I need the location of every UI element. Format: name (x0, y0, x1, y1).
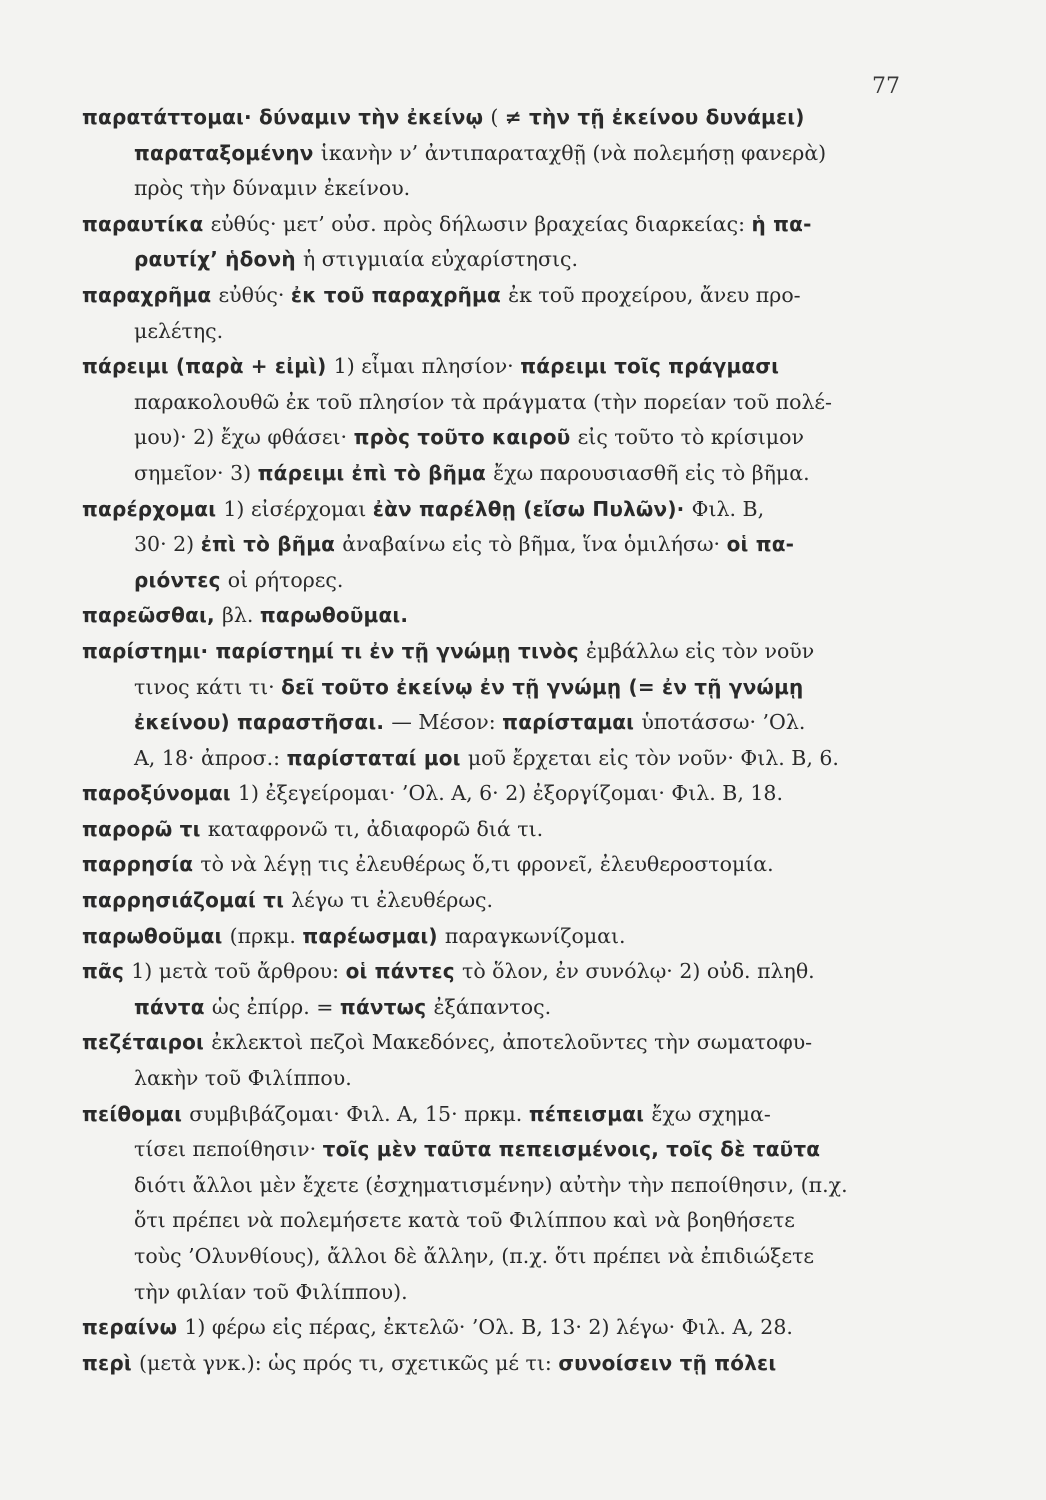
entry-continuation-line (82, 385, 922, 421)
entry-headword-line (82, 1097, 922, 1133)
definition-text: ἡ στιγμιαία εὐχαρίστησις. (302, 247, 579, 272)
entry-headword-line (82, 492, 922, 528)
definition-text: τὴν φιλίαν τοῦ Φιλίππου). (134, 1279, 408, 1304)
bold-term: πείθομαι (82, 1101, 190, 1126)
bold-term: παραταξομένην (134, 140, 321, 165)
entry-continuation-line (82, 420, 922, 456)
definition-text: τοὺς ’Ολυνθίους), ἄλλοι δὲ ἄλλην, (π.χ. ὅτι πρέπει νὰ ἐπιδιώξετε (134, 1244, 815, 1268)
bold-term: οἱ πάντες (345, 959, 462, 984)
entry-headword-line (82, 1346, 922, 1382)
bold-term: πάρειμι τοῖς πράγμασι (520, 354, 780, 379)
bold-term: παρέρχομαι (82, 496, 224, 521)
bold-term: παροξύνομαι (82, 781, 238, 806)
bold-term: παραχρῆμα (82, 282, 219, 307)
definition-text: ὅτι πρέπει νὰ πολεμήσετε κατὰ τοῦ Φιλίππου καὶ νὰ βοηθήσετε (134, 1208, 795, 1233)
bold-term: πάντως (339, 994, 434, 1019)
bold-term: παρίσταταί μοι (286, 745, 468, 770)
entry-continuation-line (82, 1168, 922, 1204)
entry-headword-line (82, 1025, 922, 1061)
definition-text: ἐκλεκτοὶ πεζοὶ Μακεδόνες, ἀποτελοῦντες τὴν σωματοφυ- (211, 1030, 813, 1055)
definition-text: ἐμβάλλω εἰς τὸν νοῦν (585, 638, 815, 663)
definition-text: 30· 2) (134, 532, 201, 557)
definition-text: πρὸς τὴν δύναμιν ἐκείνου. (134, 176, 411, 201)
bold-term: πεζέταιροι (82, 1030, 212, 1055)
bold-term: ἐκ τοῦ παραχρῆμα (290, 282, 509, 307)
entry-headword-line (82, 100, 922, 136)
entry-continuation-line (82, 1132, 922, 1168)
entry-continuation-line (82, 670, 922, 706)
entry-headword-line (82, 812, 922, 848)
definition-text: ἐκ τοῦ προχείρου, ἄνευ προ- (508, 282, 801, 307)
definition-text: τινος κάτι τι· (134, 674, 282, 699)
entry-headword-line (82, 1310, 922, 1346)
bold-term: πάρειμι ἐπὶ τὸ βῆμα (257, 460, 494, 485)
bold-term: παρεῶσθαι, (82, 603, 223, 628)
bold-term: πέπεισμαι (528, 1101, 652, 1126)
definition-text: τὸ νὰ λέγῃ τις ἐλευθέρως ὅ,τι φρονεῖ, ἐλευθεροστομία. (200, 852, 774, 877)
entry-headword-line (82, 919, 922, 955)
definition-text: εἰς τοῦτο τὸ κρίσιμον (577, 425, 804, 450)
entry-continuation-line (82, 1275, 922, 1311)
bold-term: παρωθοῦμαι. (259, 603, 409, 628)
bold-term: δύναμιν τὴν ἐκείνῳ (259, 105, 491, 129)
bold-term: παρρησιάζομαί τι (82, 888, 292, 913)
definition-text: παραγκωνίζομαι. (444, 923, 626, 948)
bold-term: ἡ πα- (751, 211, 812, 236)
definition-text: — Μέσον: (391, 710, 503, 735)
entry-headword-line (82, 883, 922, 919)
definition-text: μου)· 2) ἔχω φθάσει· (134, 425, 354, 450)
entry-continuation-line (82, 456, 922, 492)
bold-term: πάντα (134, 994, 212, 1019)
bold-term: παρέωσμαι) (302, 923, 445, 948)
definition-text: ὑποτάσσω· ’Ολ. (641, 710, 806, 735)
bold-term: παρωθοῦμαι (82, 923, 230, 948)
definition-text: τίσει πεποίθησιν· (134, 1137, 323, 1162)
bold-term: πάρειμι (παρὰ + εἰμὶ) (82, 354, 334, 379)
definition-text: 1) φέρω εἰς πέρας, ἐκτελῶ· ’Ολ. Β, 13· 2) λέγω· Φιλ. Α, 28. (184, 1315, 793, 1340)
definition-text: λέγω τι ἐλευθέρως. (291, 888, 494, 913)
definition-text: Α, 18· ἀπροσ.: (134, 745, 287, 770)
definition-text: 1) εἶμαι πλησίον· (333, 354, 521, 379)
bold-term: παρορῶ τι (82, 816, 208, 841)
entry-continuation-line (82, 1239, 922, 1275)
bold-term: ραυτίχ’ ἡδονὴ (134, 247, 303, 272)
bold-term: οἱ πα- (726, 532, 795, 557)
bold-term: παρίσταμαι (502, 710, 642, 735)
entry-continuation-line (82, 1061, 922, 1097)
entry-continuation-line (82, 136, 922, 172)
dictionary-entries (82, 100, 922, 1381)
definition-text: παρακολουθῶ ἐκ τοῦ πλησίον τὰ πράγματα (τὴν πορείαν τοῦ πολέ- (134, 389, 832, 414)
definition-text: ἀναβαίνω εἰς τὸ βῆμα, ἵνα ὁμιλήσω· (342, 532, 727, 557)
definition-text: διότι ἄλλοι μὲν ἔχετε (ἐσχηματισμένην) αὐτὴν τὴν πεποίθησιν, (π.χ. (134, 1172, 848, 1197)
definition-text: μοῦ ἔρχεται εἰς τὸν νοῦν· Φιλ. Β, 6. (467, 745, 839, 770)
entry-headword-line (82, 776, 922, 812)
definition-text: ἔχω σχημα- (651, 1101, 771, 1126)
definition-text: λακὴν τοῦ Φιλίππου. (134, 1066, 352, 1091)
entry-continuation-line (82, 741, 922, 777)
bold-term: ἐπὶ τὸ βῆμα (200, 532, 343, 557)
definition-text: ἱκανὴν ν’ ἀντιπαραταχθῇ (νὰ πολεμήσῃ φανερὰ) (320, 140, 827, 165)
definition-text: 1) εἰσέρχομαι (223, 496, 373, 521)
bold-term: ἐὰν παρέλθῃ (εἴσω Πυλῶν)· (372, 496, 692, 521)
entry-headword-line (82, 634, 922, 670)
entry-continuation-line (82, 563, 922, 599)
bold-term: περὶ (82, 1350, 140, 1375)
bold-term: ἐκείνου) παραστῆσαι. (134, 710, 392, 735)
entry-continuation-line (82, 705, 922, 741)
entry-headword-line (82, 349, 922, 385)
entry-continuation-line (82, 242, 922, 278)
definition-text: μελέτης. (134, 318, 224, 343)
bold-term: παρατάττομαι· (82, 105, 259, 129)
entry-headword-line (82, 278, 922, 314)
definition-text: ( (490, 105, 505, 129)
entry-headword-line (82, 598, 922, 634)
entry-continuation-line (82, 990, 922, 1026)
bold-term: παρρησία (82, 852, 201, 877)
entry-continuation-line (82, 1203, 922, 1239)
bold-term: πρὸς τοῦτο καιροῦ (353, 425, 578, 450)
bold-term: παραυτίκα (82, 211, 211, 236)
entry-headword-line (82, 207, 922, 243)
definition-text: ἔχω παρουσιασθῆ εἰς τὸ βῆμα. (493, 460, 810, 485)
bold-term: δεῖ τοῦτο ἐκείνῳ ἐν τῇ γνώμῃ (= ἐν τῇ γνώμῃ (281, 674, 804, 699)
definition-text: Φιλ. Β, (691, 496, 765, 521)
definition-text: τὸ ὅλον, ἐν συνόλῳ· 2) οὐδ. πληθ. (461, 959, 815, 984)
definition-text: εὐθύς· μετ’ οὐσ. πρὸς δήλωσιν βραχείας διαρκείας: (210, 211, 752, 236)
definition-text: εὐθύς· (218, 282, 291, 307)
definition-text: (πρκμ. (229, 923, 303, 948)
entry-headword-line (82, 847, 922, 883)
definition-text: οἱ ρήτορες. (227, 567, 344, 592)
entry-continuation-line (82, 527, 922, 563)
bold-term: πᾶς (82, 959, 132, 984)
bold-term: τοῖς μὲν ταῦτα πεπεισμένοις, τοῖς δὲ ταῦτα (322, 1137, 821, 1162)
bold-term: παρίστημι· παρίστημί τι ἐν τῇ γνώμῃ τινὸς (82, 638, 586, 663)
entry-continuation-line (82, 171, 922, 207)
definition-text: συμβιβάζομαι· Φιλ. Α, 15· πρκμ. (189, 1101, 529, 1126)
definition-text: 1) ἐξεγείρομαι· ’Ολ. Α, 6· 2) ἐξοργίζομαι· Φιλ. Β, 18. (237, 781, 783, 806)
definition-text: καταφρονῶ τι, ἀδιαφορῶ διά τι. (207, 816, 544, 841)
definition-text: σημεῖον· 3) (134, 460, 258, 485)
definition-text: βλ. (222, 603, 260, 628)
entry-continuation-line (82, 314, 922, 350)
definition-text: ἐξάπαντος. (433, 994, 552, 1019)
entry-headword-line (82, 954, 922, 990)
page-number: 77 (872, 74, 900, 99)
bold-term: συνοίσειν τῇ πόλει (558, 1350, 777, 1375)
bold-term: ριόντες (134, 567, 228, 592)
definition-text: (μετὰ γνκ.): ὡς πρός τι, σχετικῶς μέ τι: (139, 1350, 559, 1375)
definition-text: ὡς ἐπίρρ. = (211, 994, 340, 1019)
bold-term: περαίνω (82, 1315, 185, 1340)
definition-text: 1) μετὰ τοῦ ἄρθρου: (131, 959, 346, 984)
bold-term: ≠ τὴν τῇ ἐκείνου δυνάμει) (504, 105, 805, 129)
